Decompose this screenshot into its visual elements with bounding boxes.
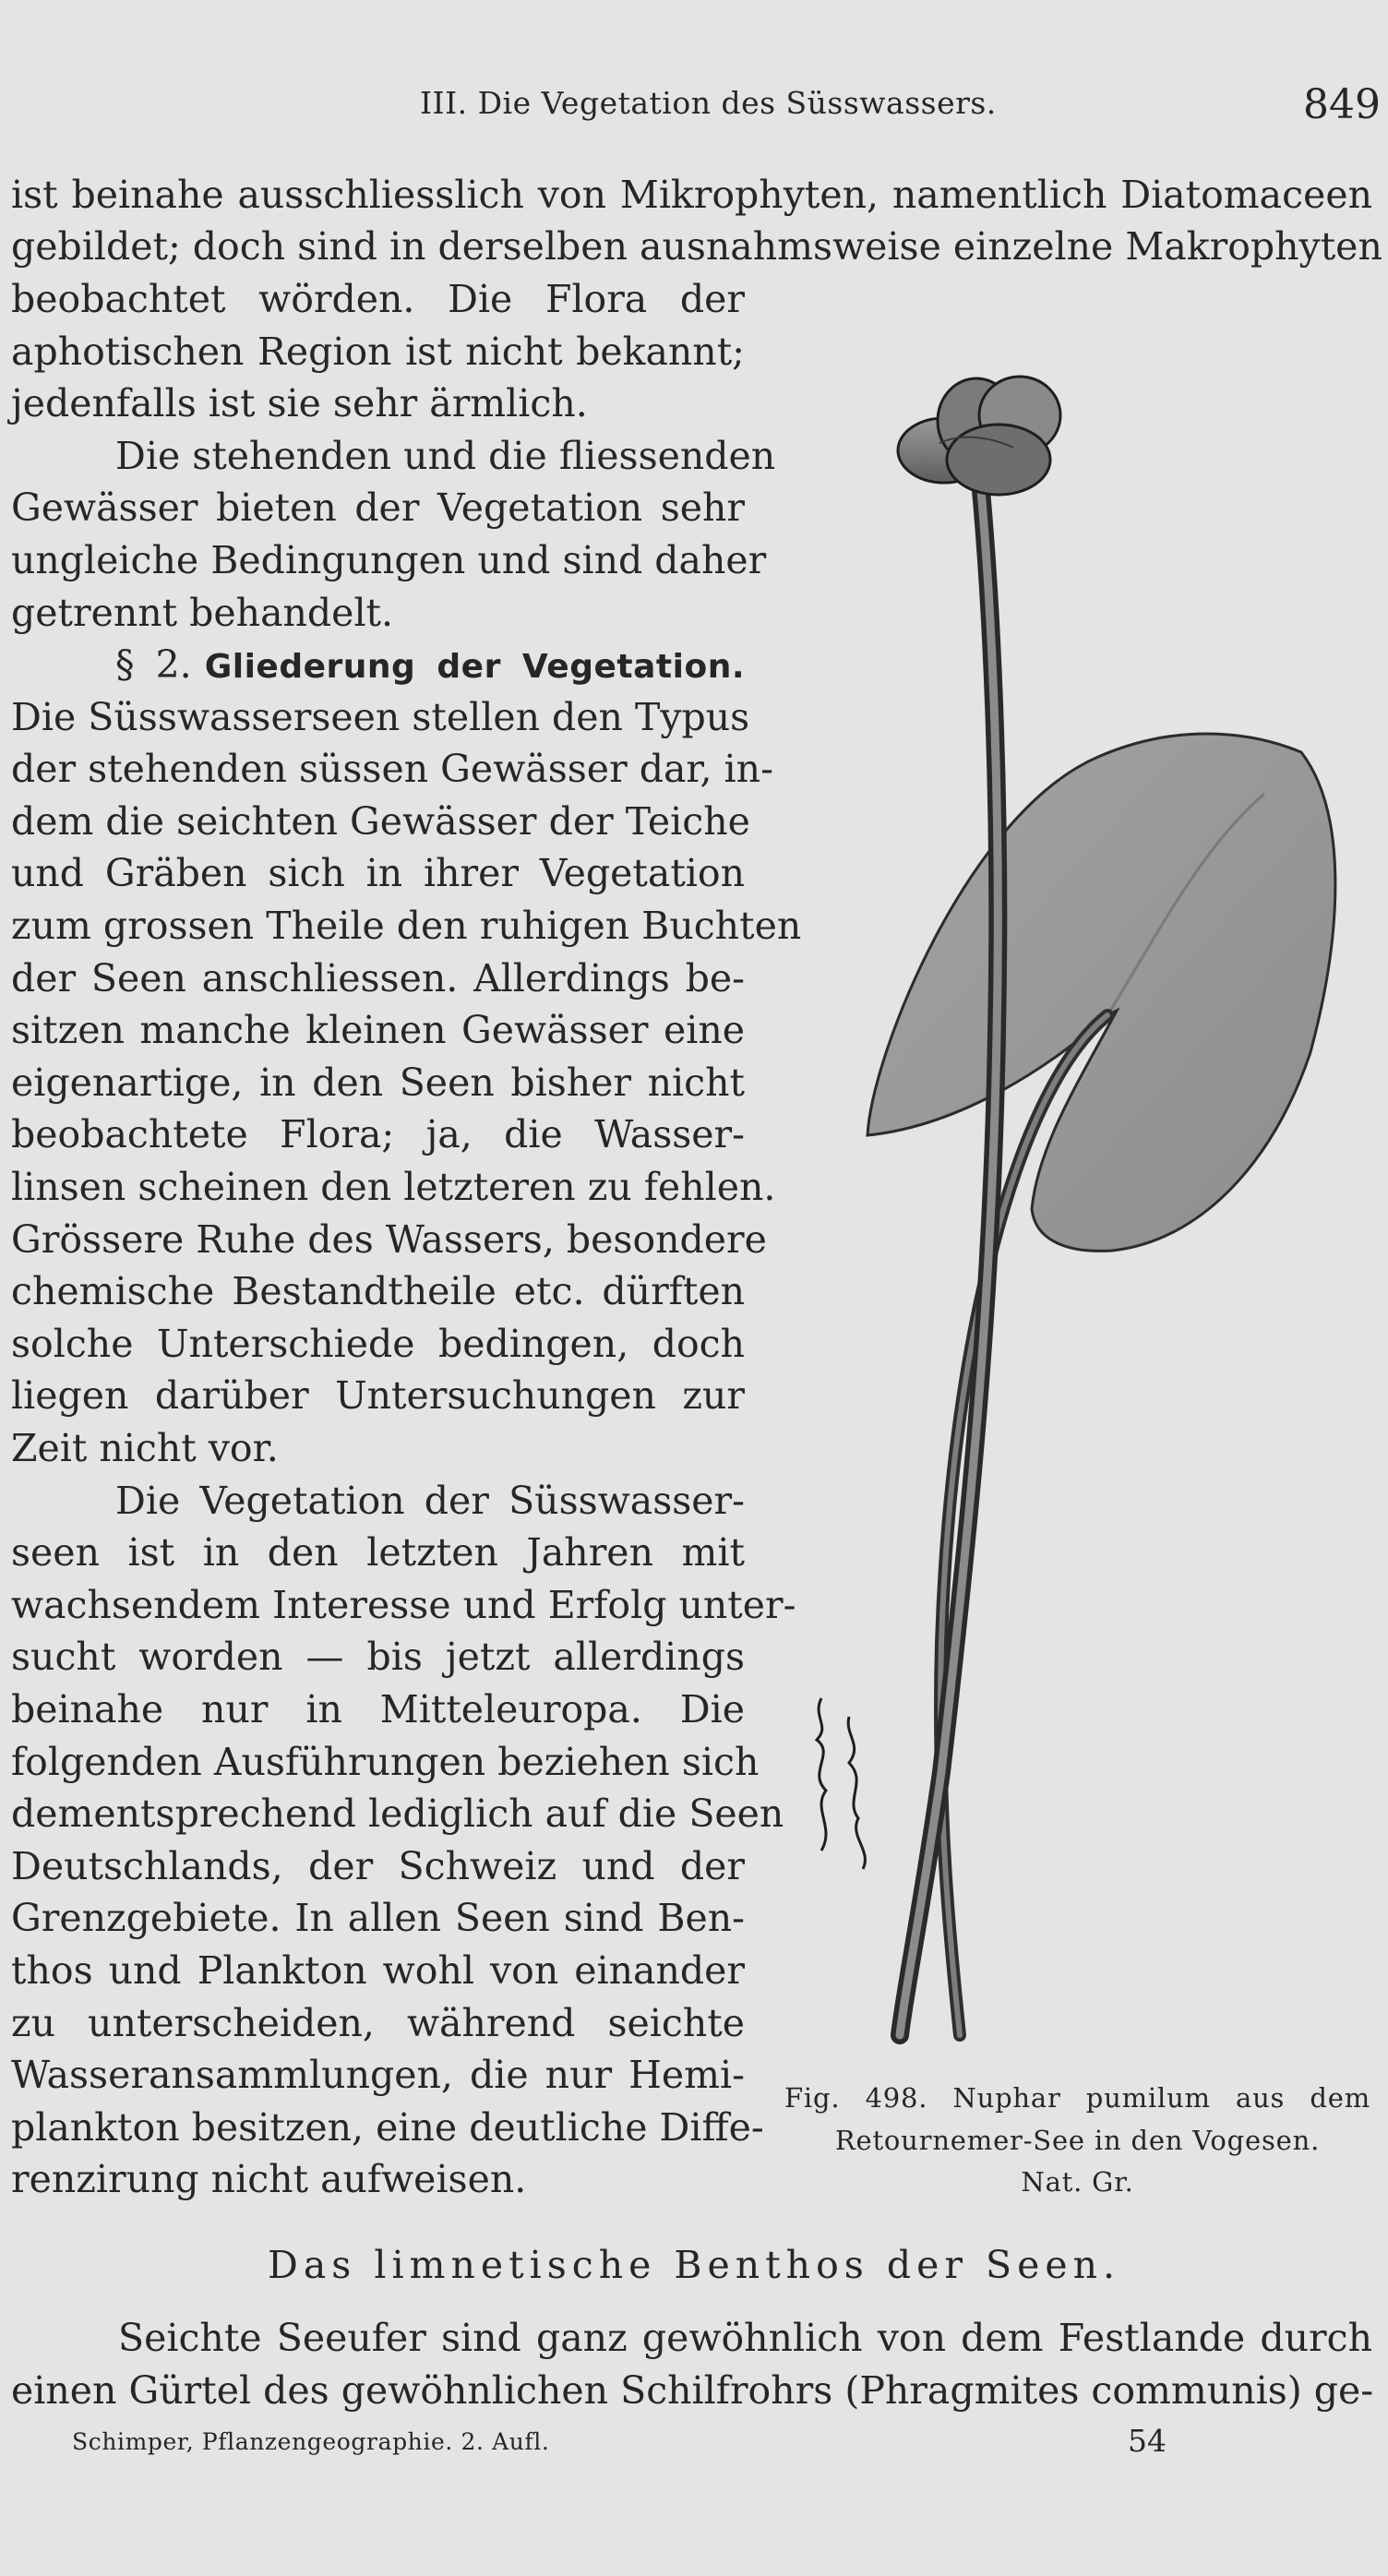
page-header [0,81,1388,127]
text-line: linsen scheinen den letzteren zu fehlen. [11,1165,776,1209]
text-line: Zeit nicht vor. [11,1426,279,1470]
section-title: Gliederung der Vegetation. [204,648,745,686]
signature-mark: 54 [1128,2423,1167,2459]
running-title: III. Die Vegetation des Süsswassers. [420,85,997,121]
text-line: folgenden Ausführungen beziehen sich [11,1740,760,1784]
text-line: getrennt behandelt. [11,591,394,635]
figure-caption: Fig. 498. Nuphar pumilum aus dem [784,2082,1370,2114]
text-line: und Gräben sich in ihrer Vegetation [11,851,745,895]
text-line: solche Unterschiede bedingen, doch [11,1322,745,1366]
text-line: der Seen anschliessen. Allerdings be- [11,956,745,1000]
text-line: Gewässer bieten der Vegetation sehr [11,485,745,530]
footer-citation: Schimper, Pflanzengeographie. 2. Aufl. [72,2428,550,2455]
nuphar-illustration [831,332,1357,2049]
text-line: sucht worden — bis jetzt allerdings [11,1635,745,1679]
text-line: wachsendem Interesse und Erfolg unter- [11,1583,796,1627]
flower-head [898,377,1060,495]
section-number: § 2. [115,642,192,687]
text-line: sitzen manche kleinen Gewässer eine [11,1008,745,1052]
text-line: beobachtet wörden. Die Flora der [11,277,745,321]
text-line: Die stehenden und die fliessenden [115,434,776,478]
text-line: einen Gürtel des gewöhnlichen Schilfrohrs (Phragmites communis) ge- [11,2368,1374,2413]
text-line: Grössere Ruhe des Wassers, besondere [11,1217,767,1262]
text-line: gebildet; doch sind in derselben ausnahmsweise einzelne Makrophyten [11,224,1382,269]
text-line: beinahe nur in Mitteleuropa. Die [11,1687,745,1731]
text-line: ist beinahe ausschliesslich von Mikrophyten, namentlich Diatomaceen [11,173,1372,217]
flower-stalk [900,480,998,2035]
text-line: ungleiche Bedingungen und sind daher [11,538,767,582]
text-line: zum grossen Theile den ruhigen Buchten [11,904,802,948]
text-line: beobachtete Flora; ja, die Wasser- [11,1112,745,1156]
text-line: plankton besitzen, eine deutliche Diffe- [11,2105,764,2150]
text-line: Seichte Seeufer sind ganz gewöhnlich von dem Festlande durch [118,2316,1372,2360]
text-line: jedenfalls ist sie sehr ärmlich. [11,381,588,425]
text-line: Die Vegetation der Süsswasser- [115,1479,745,1523]
artist-signature-icon [794,1689,904,1874]
text-line: thos und Plankton wohl von einander [11,1948,745,1993]
text-line: der stehenden süssen Gewässer dar, in- [11,747,773,791]
leaf-shape [868,734,1335,1251]
figure-caption: Retournemer-See in den Vogesen. [834,2125,1321,2156]
text-line: chemische Bestandtheile etc. dürften [11,1269,745,1313]
text-line: dem die seichten Gewässer der Teiche [11,799,750,844]
text-line: zu unterscheiden, während seichte [11,2001,745,2045]
text-line: Grenzgebiete. In allen Seen sind Ben- [11,1896,745,1940]
text-line: seen ist in den letzten Jahren mit [11,1530,745,1575]
figure-caption: Nat. Gr. [1021,2166,1134,2198]
section-subheading: Das limnetische Benthos der Seen. [267,2243,1121,2287]
text-line: eigenartige, in den Seen bisher nicht [11,1060,745,1105]
page-number: 849 [1303,81,1381,128]
text-line: Wasseransammlungen, die nur Hemi- [11,2053,745,2097]
text-line: renzirung nicht aufweisen. [11,2157,527,2201]
text-line: aphotischen Region ist nicht bekannt; [11,329,745,374]
text-line: Deutschlands, der Schweiz und der [11,1844,745,1888]
text-line: Die Süsswasserseen stellen den Typus [11,695,750,739]
text-line: dementsprechend lediglich auf die Seen [11,1791,784,1836]
section-heading [115,639,745,693]
text-line: liegen darüber Untersuchungen zur [11,1373,745,1418]
